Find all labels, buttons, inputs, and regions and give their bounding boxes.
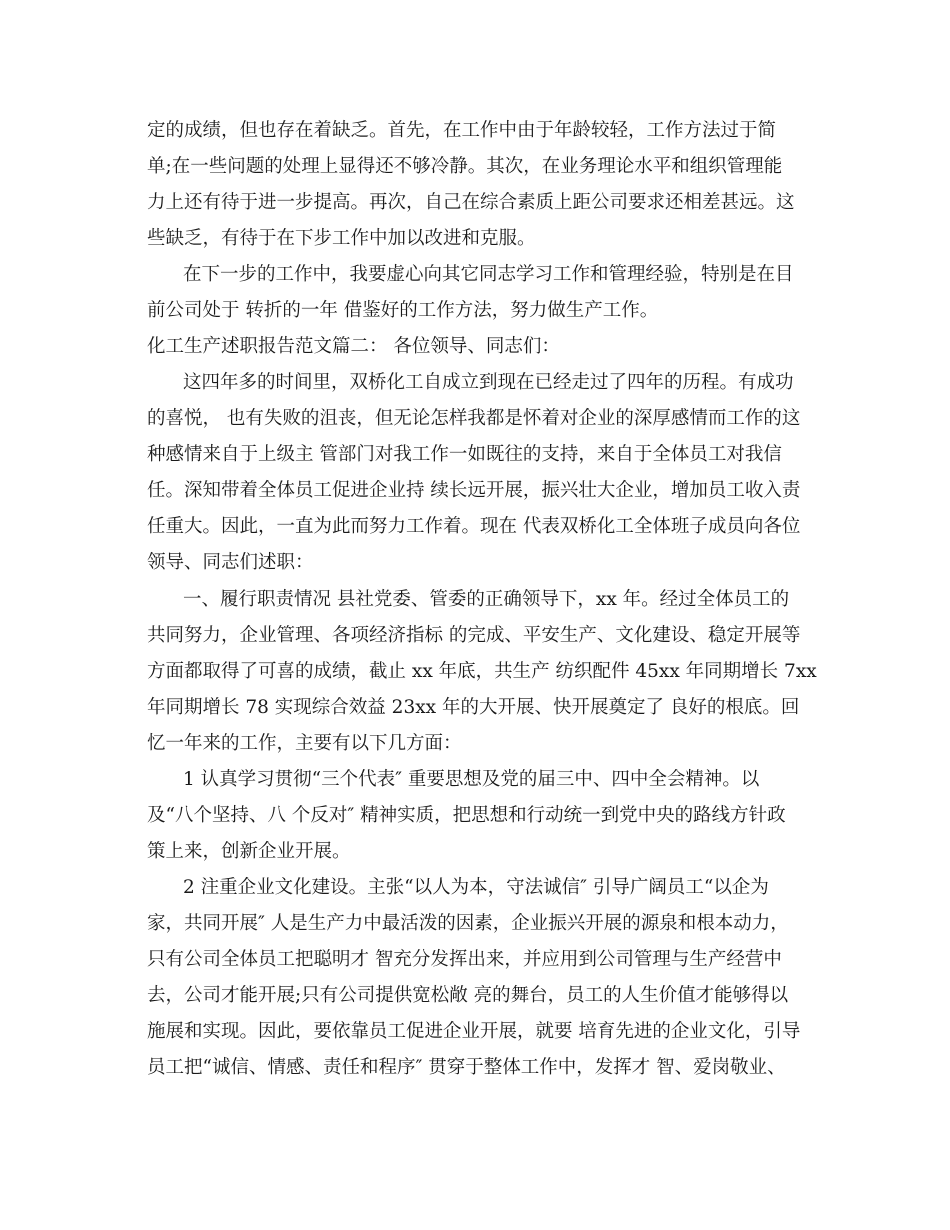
text-line: 只有公司全体员工把聪明才 智充分发挥出来，并应用到公司管理与生产经营中 (147, 949, 782, 970)
text-line: 的喜悦， 也有失败的沮丧，但无论怎样我都是怀着对企业的深厚感情而工作的这 (147, 408, 801, 429)
text-line: 员工把“诚信、情感、责任和程序″ 贯穿于整体工作中，发挥才 智、爱岗敬业、 (147, 1057, 786, 1078)
text-line: 单;在一些问题的处理上显得还不够冷静。其次，在业务理论水平和组织管理能 (147, 156, 783, 177)
text-line: 任重大。因此，一直为此而努力工作着。现在 代表双桥化工全体班子成员向各位 (147, 516, 801, 537)
text-line: 忆一年来的工作，主要有以下几方面： (147, 733, 462, 754)
text-line: 些缺乏，有待于在下步工作中加以改进和克服。 (147, 228, 536, 249)
text-line: 1 认真学习贯彻“三个代表″ 重要思想及党的届三中、四中全会精神。以 (183, 769, 760, 790)
text-line: 前公司处于 转折的一年 借鉴好的工作方法，努力做生产工作。 (147, 300, 659, 321)
text-line: 策上来，创新企业开展。 (147, 841, 351, 862)
text-line: 方面都取得了可喜的成绩，截止 xx 年底，共生产 纺织配件 45xx 年同期增长 7xx (147, 661, 817, 682)
text-line: 任。深知带着全体员工促进企业持 续长远开展，振兴壮大企业，增加员工收入责 (147, 480, 801, 501)
text-line: 年同期增长 78 实现综合效益 23xx 年的大开展、快开展奠定了 良好的根底。回 (147, 697, 800, 718)
text-line: 一、履行职责情况 县社党委、管委的正确领导下，xx 年。经过全体员工的 (183, 589, 790, 610)
section-heading: 化工生产述职报告范文篇二： 各位领导、同志们： (147, 336, 560, 357)
text-line: 家，共同开展″ 人是生产力中最活泼的因素，企业振兴开展的源泉和根本动力， (147, 913, 789, 934)
text-line: 力上还有待于进一步提高。再次，自己在综合素质上距公司要求还相差甚远。这 (147, 192, 795, 213)
text-line: 共同努力，企业管理、各项经济指标 的完成、平安生产、文化建设、稳定开展等 (147, 625, 801, 646)
text-line: 这四年多的时间里，双桥化工自成立到现在已经走过了四年的历程。有成功 (183, 372, 794, 393)
text-line: 去，公司才能开展;只有公司提供宽松敞 亮的舞台，员工的人生价值才能够得以 (147, 985, 789, 1006)
text-line: 种感情来自于上级主 管部门对我工作一如既往的支持，来自于全体员工对我信 (147, 444, 782, 465)
text-line: 在下一步的工作中，我要虚心向其它同志学习工作和管理经验，特别是在目 (183, 264, 794, 285)
text-line: 定的成绩，但也存在着缺乏。首先，在工作中由于年龄较轻，工作方法过于简 (147, 120, 777, 141)
text-line: 施展和实现。因此，要依靠员工促进企业开展，就要 培育先进的企业文化，引导 (147, 1021, 801, 1042)
text-line: 及“八个坚持、八 个反对″ 精神实质，把思想和行动统一到党中央的路线方针政 (147, 805, 786, 826)
text-line: 2 注重企业文化建设。主张“以人为本，守法诚信″ 引导广阔员工“以企为 (183, 877, 769, 898)
text-line: 领导、同志们述职： (147, 552, 314, 573)
